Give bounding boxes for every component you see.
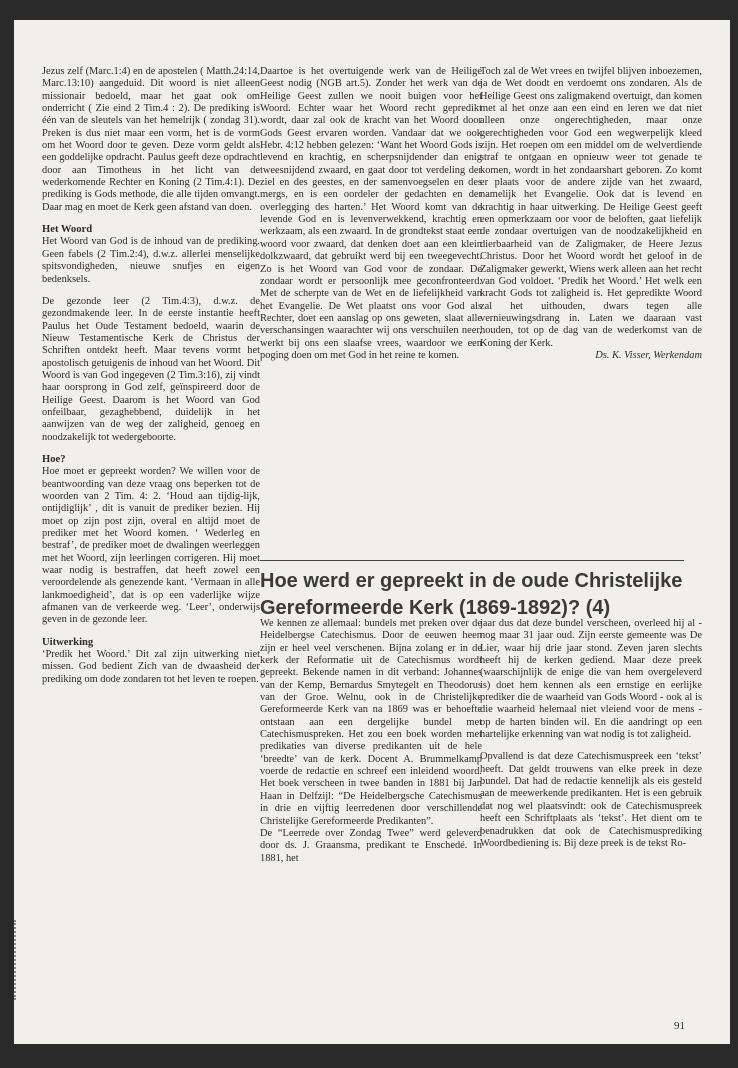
paragraph: Het Woord van God is de inhoud van de prediking. Geen fabels (2 Tim.2:4), d.w.z. allerlei menselijke spitsvondigheden, nieuwe snufjes en eigen bedenksels. (42, 236, 260, 285)
section-heading-het-woord: Het Woord (42, 224, 93, 236)
column-1 (42, 66, 260, 696)
author-signature: Ds. K. Visser, Werkendam (595, 349, 702, 361)
column-4 (260, 618, 482, 875)
paragraph: jaar dus dat deze bundel verscheen, overleed hij al - nog maar 31 jaar oud. Zijn eerste gemeente was De Lier, waar hij drie jaar stond. Zeven jaren slechts heeft hij de kerken gediend. Maar deze preek (waarschijnlijk de enige die van hem overgeleverd is) doet hem kennen als een ernstige en eerlijke prediker die de waarheid van Gods Woord - ook al is die waarheid helemaal niet vleiend voor de mens - op de harten binden wil. En die aandringt op een hartelijke erkenning van wat nodig is tot zaligheid. (480, 618, 702, 741)
section-heading-uitwerking: Uitwerking (42, 636, 94, 648)
magazine-page (14, 20, 730, 1044)
page-number: 91 (674, 1020, 685, 1032)
paragraph: De “Leerrede over Zondag Twee” werd geleverd door ds. J. Graansma, predikant te Enschedé. In 1881, het (260, 827, 482, 864)
paragraph: Jezus zelf (Marc.1:4) en de apostelen ( Matth.24:14, Marc.13:10) aangeduid. Dit woord is niet alleen missionair bedoeld, maar het gaat ook om onderricht ( Zie eind 2 Tim.4 : 2). De prediking is één van de sleutels van het hemelrijk ( zondag 31). Preken is dus niet maar een vorm, het is de vorm om het Woord door te geven. Deze vorm geldt als een goddelijke opdracht. Paulus geeft deze opdracht door aan Timotheus in het licht van de wederkomende Rechter en Koning (2 Tim.4:1). De prediking is Gods methode, die alle tijden omvangt. Daar mag en moet de Kerk geen afstand van doen. (42, 66, 260, 213)
column-3 (480, 66, 702, 362)
column-5 (480, 618, 702, 860)
paragraph: Daartoe is het overtuigende werk van de Heilige Geest nodig (NGB art.5). Zonder het werk van de Heilige Geest zullen we nooit buigen voor het Woord. Echter waar het Woord recht gepredikt wordt, daar zal ook de kracht van het Woord door Gods Geest ervaren worden. Vandaar dat we ook Hebr. 4:12 hebben gelezen: ‘Want het Woord Gods is levend en krachtig, en scherpsnijdender dan enig tweesnijdend zwaard, en gaat door tot verdeling der ziel en des geestes, en der samenvoegselen en des mergs, en is een oordeler der gedachten en der overlegging des harten.’ Het Woord komt van de levende God en is levenverwekkend, krachtig en werkzaam, als een zwaard. In de grondtekst staat een woord voor zwaard, dat denken doet aan een klein dolkzwaard, dat gebruikt werd bij een tweegevecht. Zo is het Woord van God voor de zondaar. De zondaar wordt er persoonlijk mee geconfronteerd. Met de scherpte van de Wet en de liefelijkheid van het Evangelie. De Wet plaatst ons voor God als Rechter, doet een aanslag op ons geweten, slaat alle verschansingen waarachter wij ons verschuilen neer, werkt bij ons een slaafse vrees, waardoor we een poging doen om met God in het reine te komen. (260, 66, 482, 361)
paragraph: Opvallend is dat deze Catechismuspreek een ‘tekst’ heeft. Dat geldt trouwens van elke preek in deze bundel. Dat had de redactie kennelijk als eis gesteld aan de meewerkende predikanten. Het is een gebruik dat nog wel plaatsvindt: ook de Catechismuspreek heeft een Schriftplaats als ‘tekst’. Het dient om te benadrukken dat ook de Catechismusprediking Woordbediening is. Bij deze preek is de tekst Ro- (480, 751, 702, 849)
column-2 (260, 66, 482, 372)
paragraph: Toch zal de Wet vrees en twijfel blijven inboezemen, ja de Wet doodt en verdoemt ons zondaren. Als de Heilige Geest ons zaligmakend overtuigt, dan komen met al het onze aan een eind en leren we dat niet alleen onze ongerechtigheden, maar onze gerechtigheden voor God een wegwerpelijk kleed zijn. Het roepen om een middel om de welverdiende straf te ontgaan en opnieuw weer tot genade te komen, wordt in het zondaarshart geboren. Zo komt er plaats voor de andere zijde van het zwaard, namelijk het Evangelie. Ook dat is levend en krachtig in haar uitwerking. De Heilige Geest geeft een opmerkzaam oor voor de beloften, gaat liefelijk de zondaar overtuigen van de noodzakelijkheid en dierbaarheid van de Zaligmaker, de Heere Jezus Christus. Door het Woord wordt het geloof in de Zaligmaker gewerkt, Wiens werk alleen aan het recht van God voldoet. ‘Predik het Woord.’ Het welk een kracht Gods tot zaligheid is. Het gepredikte Woord zal het uithouden, dwars tegen alle vernieuwingsdrang in. Laten we daaraan vast houden, tot op de dag van de wederkomst van de Koning der Kerk. (480, 66, 702, 349)
paragraph: We kennen ze allemaal: bundels met preken over de Heidelbergse Catechismus. Door de eeuwen heen zijn er heel veel verschenen. Bijna zolang er in de kerk der Reformatie uit de Catechismus wordt gepreekt. Bekende namen in dit verband: Johannes van der Kemp, Bernardus Smytegelt en Theodorus van der Groe. Welnu, ook in de Christelijke Gereformeerde Kerk van na 1869 was er behoefte ontstaan aan een dergelijke bundel met Catechismuspreken. Het zou een boek worden met predikaties van diverse predikanten uit de hele ‘breedte’ van de kerk. Docent A. Brummelkamp voerde de redactie en schreef een inleidend woord. Het boek verscheen in twee banden in 1881 bij Jan Haan in Delfzijl: “De Heidelbergsche Catechismus in drie en vijftig leerredenen door verschillende Christelijke Gereformeerde Predikanten”. (260, 618, 482, 827)
margin-marks (14, 920, 20, 1000)
paragraph: De gezonde leer (2 Tim.4:3), d.w.z. de gezondmakende leer. In de eerste instantie heeft Paulus het Oude Testament bedoeld, waarin de Nieuw Testamentische Kerk de Christus der Schriften ontdekt heeft. Maar tevens vormt het apostolisch getuigenis de inhoud van het Woord. Dit Woord is van God ingegeven (2 Tim.3:16), zij vindt haar oorsprong in God zelf, geïnspireerd door de Heilige Geest. Daarom is het Woord van God onfeilbaar, gezaghebbend, duidelijk in het aanwijzen van de weg der zaligheid, genoeg en noodzakelijk tot wedergeboorte. (42, 295, 260, 443)
paragraph: Hoe moet er gepreekt worden? We willen voor de beantwoording van deze vraag ons beperken tot de woorden van 2 Tim. 4: 2. ‘Houd aan tijdig-lijk, ontijdiglijk’ , dit is vanuit de prediker bezien. Hij moet op zijn post zijn, overal en altijd moet de prediker met het Woord komen. ‘ Wederleg en bestraf’, de prediker moet de dwalingen weerleggen met het Woord, zijn leerlingen corrigeren. Hij moet waar nodig is bestraffen, dat heeft zowel een veroordelende als genezende kant. ‘Vermaan in alle lankmoedigheid’, dat is op een vaderlijke wijze afmanen van de verkeerde weg. ‘Leer’, onderwijs geven in de gezonde leer. (42, 466, 260, 626)
article-divider (260, 560, 684, 561)
article-headline: Hoe werd er gepreekt in de oude Christelijke Gereformeerde Kerk (1869-1892)? (4) (260, 570, 683, 619)
section-heading-hoe: Hoe? (42, 453, 66, 465)
paragraph: ‘Predik het Woord.’ Dit zal zijn uitwerking niet missen. God bedient Zich van de dwaasheid der prediking om dode zondaren tot het leven te roepen. (42, 649, 260, 685)
